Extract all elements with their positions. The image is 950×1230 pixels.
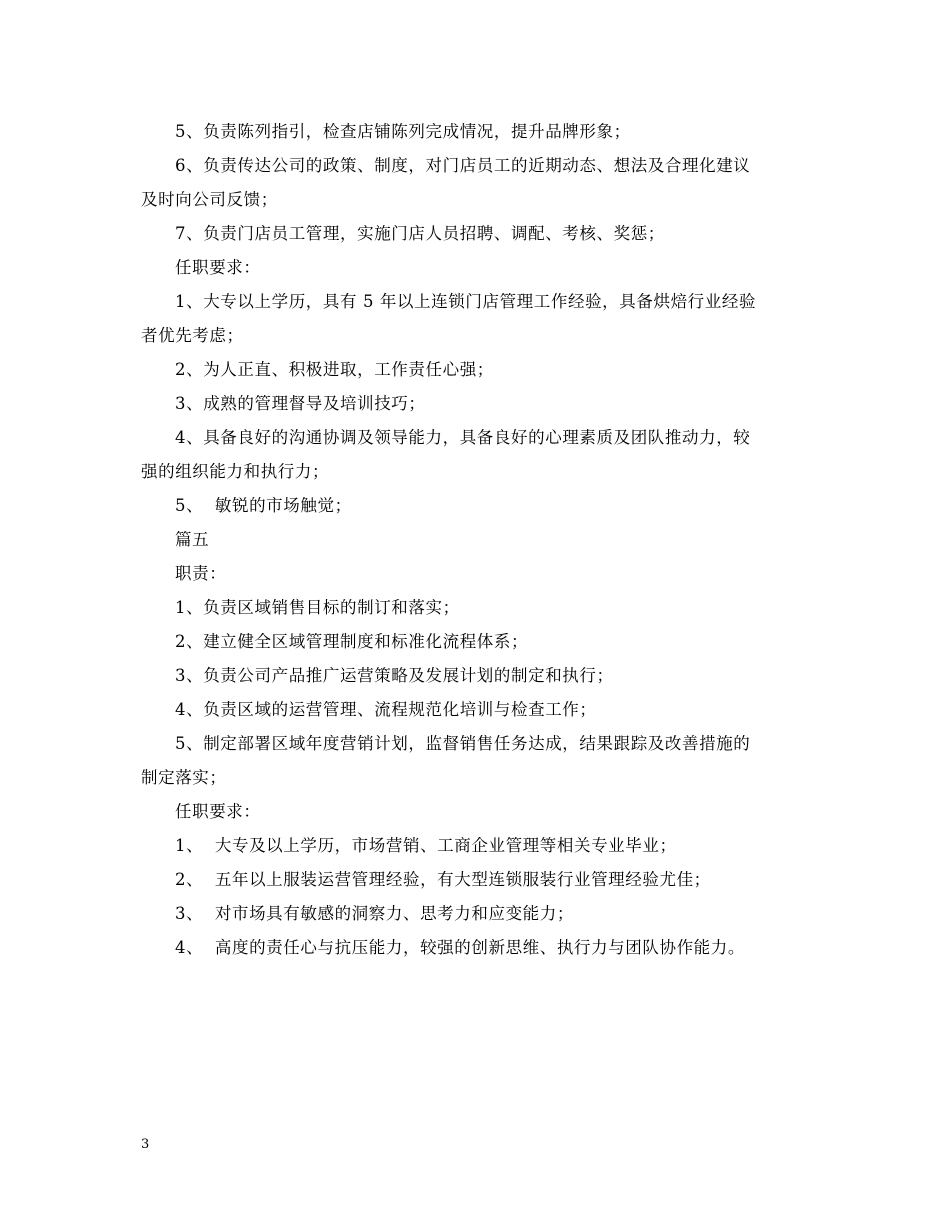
paragraph-line: 1、 大专及以上学历，市场营销、工商企业管理等相关专业毕业； <box>175 836 677 855</box>
paragraph-line: 强的组织能力和执行力； <box>141 462 330 481</box>
paragraph-line: 4、 高度的责任心与抗压能力，较强的创新思维、执行力与团队协作能力。 <box>175 938 745 957</box>
paragraph-line: 职责： <box>175 564 227 583</box>
paragraph-line: 5、 敏锐的市场触觉； <box>175 496 352 515</box>
paragraph-line: 1、大专以上学历，具有 5 年以上连锁门店管理工作经验，具备烘焙行业经验 <box>175 292 757 311</box>
paragraph-line: 2、为人正直、积极进取，工作责任心强； <box>175 360 494 379</box>
paragraph-line: 7、负责门店员工管理，实施门店人员招聘、调配、考核、奖惩； <box>175 224 665 243</box>
paragraph-line: 及时向公司反馈； <box>141 190 278 209</box>
paragraph-line: 任职要求： <box>175 258 261 277</box>
paragraph-line: 3、负责公司产品推广运营策略及发展计划的制定和执行； <box>175 666 614 685</box>
paragraph-line: 3、成熟的管理督导及培训技巧； <box>175 394 426 413</box>
paragraph-line: 2、 五年以上服装运营管理经验，有大型连锁服装行业管理经验尤佳； <box>175 870 711 889</box>
page-number: 3 <box>141 1137 150 1152</box>
paragraph-line: 2、建立健全区域管理制度和标准化流程体系； <box>175 632 529 651</box>
paragraph-line: 者优先考虑； <box>141 326 244 345</box>
paragraph-line: 5、制定部署区域年度营销计划，监督销售任务达成，结果跟踪及改善措施的 <box>175 734 751 753</box>
paragraph-line: 4、具备良好的沟通协调及领导能力，具备良好的心理素质及团队推动力，较 <box>175 428 751 447</box>
paragraph-line: 3、 对市场具有敏感的洞察力、思考力和应变能力； <box>175 904 574 923</box>
paragraph-line: 任职要求： <box>175 802 261 821</box>
document-body <box>141 115 813 965</box>
paragraph-line: 制定落实； <box>141 768 227 787</box>
paragraph-line: 篇五 <box>175 530 210 549</box>
paragraph-line: 6、负责传达公司的政策、制度，对门店员工的近期动态、想法及合理化建议 <box>175 156 751 175</box>
paragraph-line: 5、负责陈列指引，检查店铺陈列完成情况，提升品牌形象； <box>175 122 631 141</box>
paragraph-line: 1、负责区域销售目标的制订和落实； <box>175 598 460 617</box>
paragraph-line: 4、负责区域的运营管理、流程规范化培训与检查工作； <box>175 700 597 719</box>
